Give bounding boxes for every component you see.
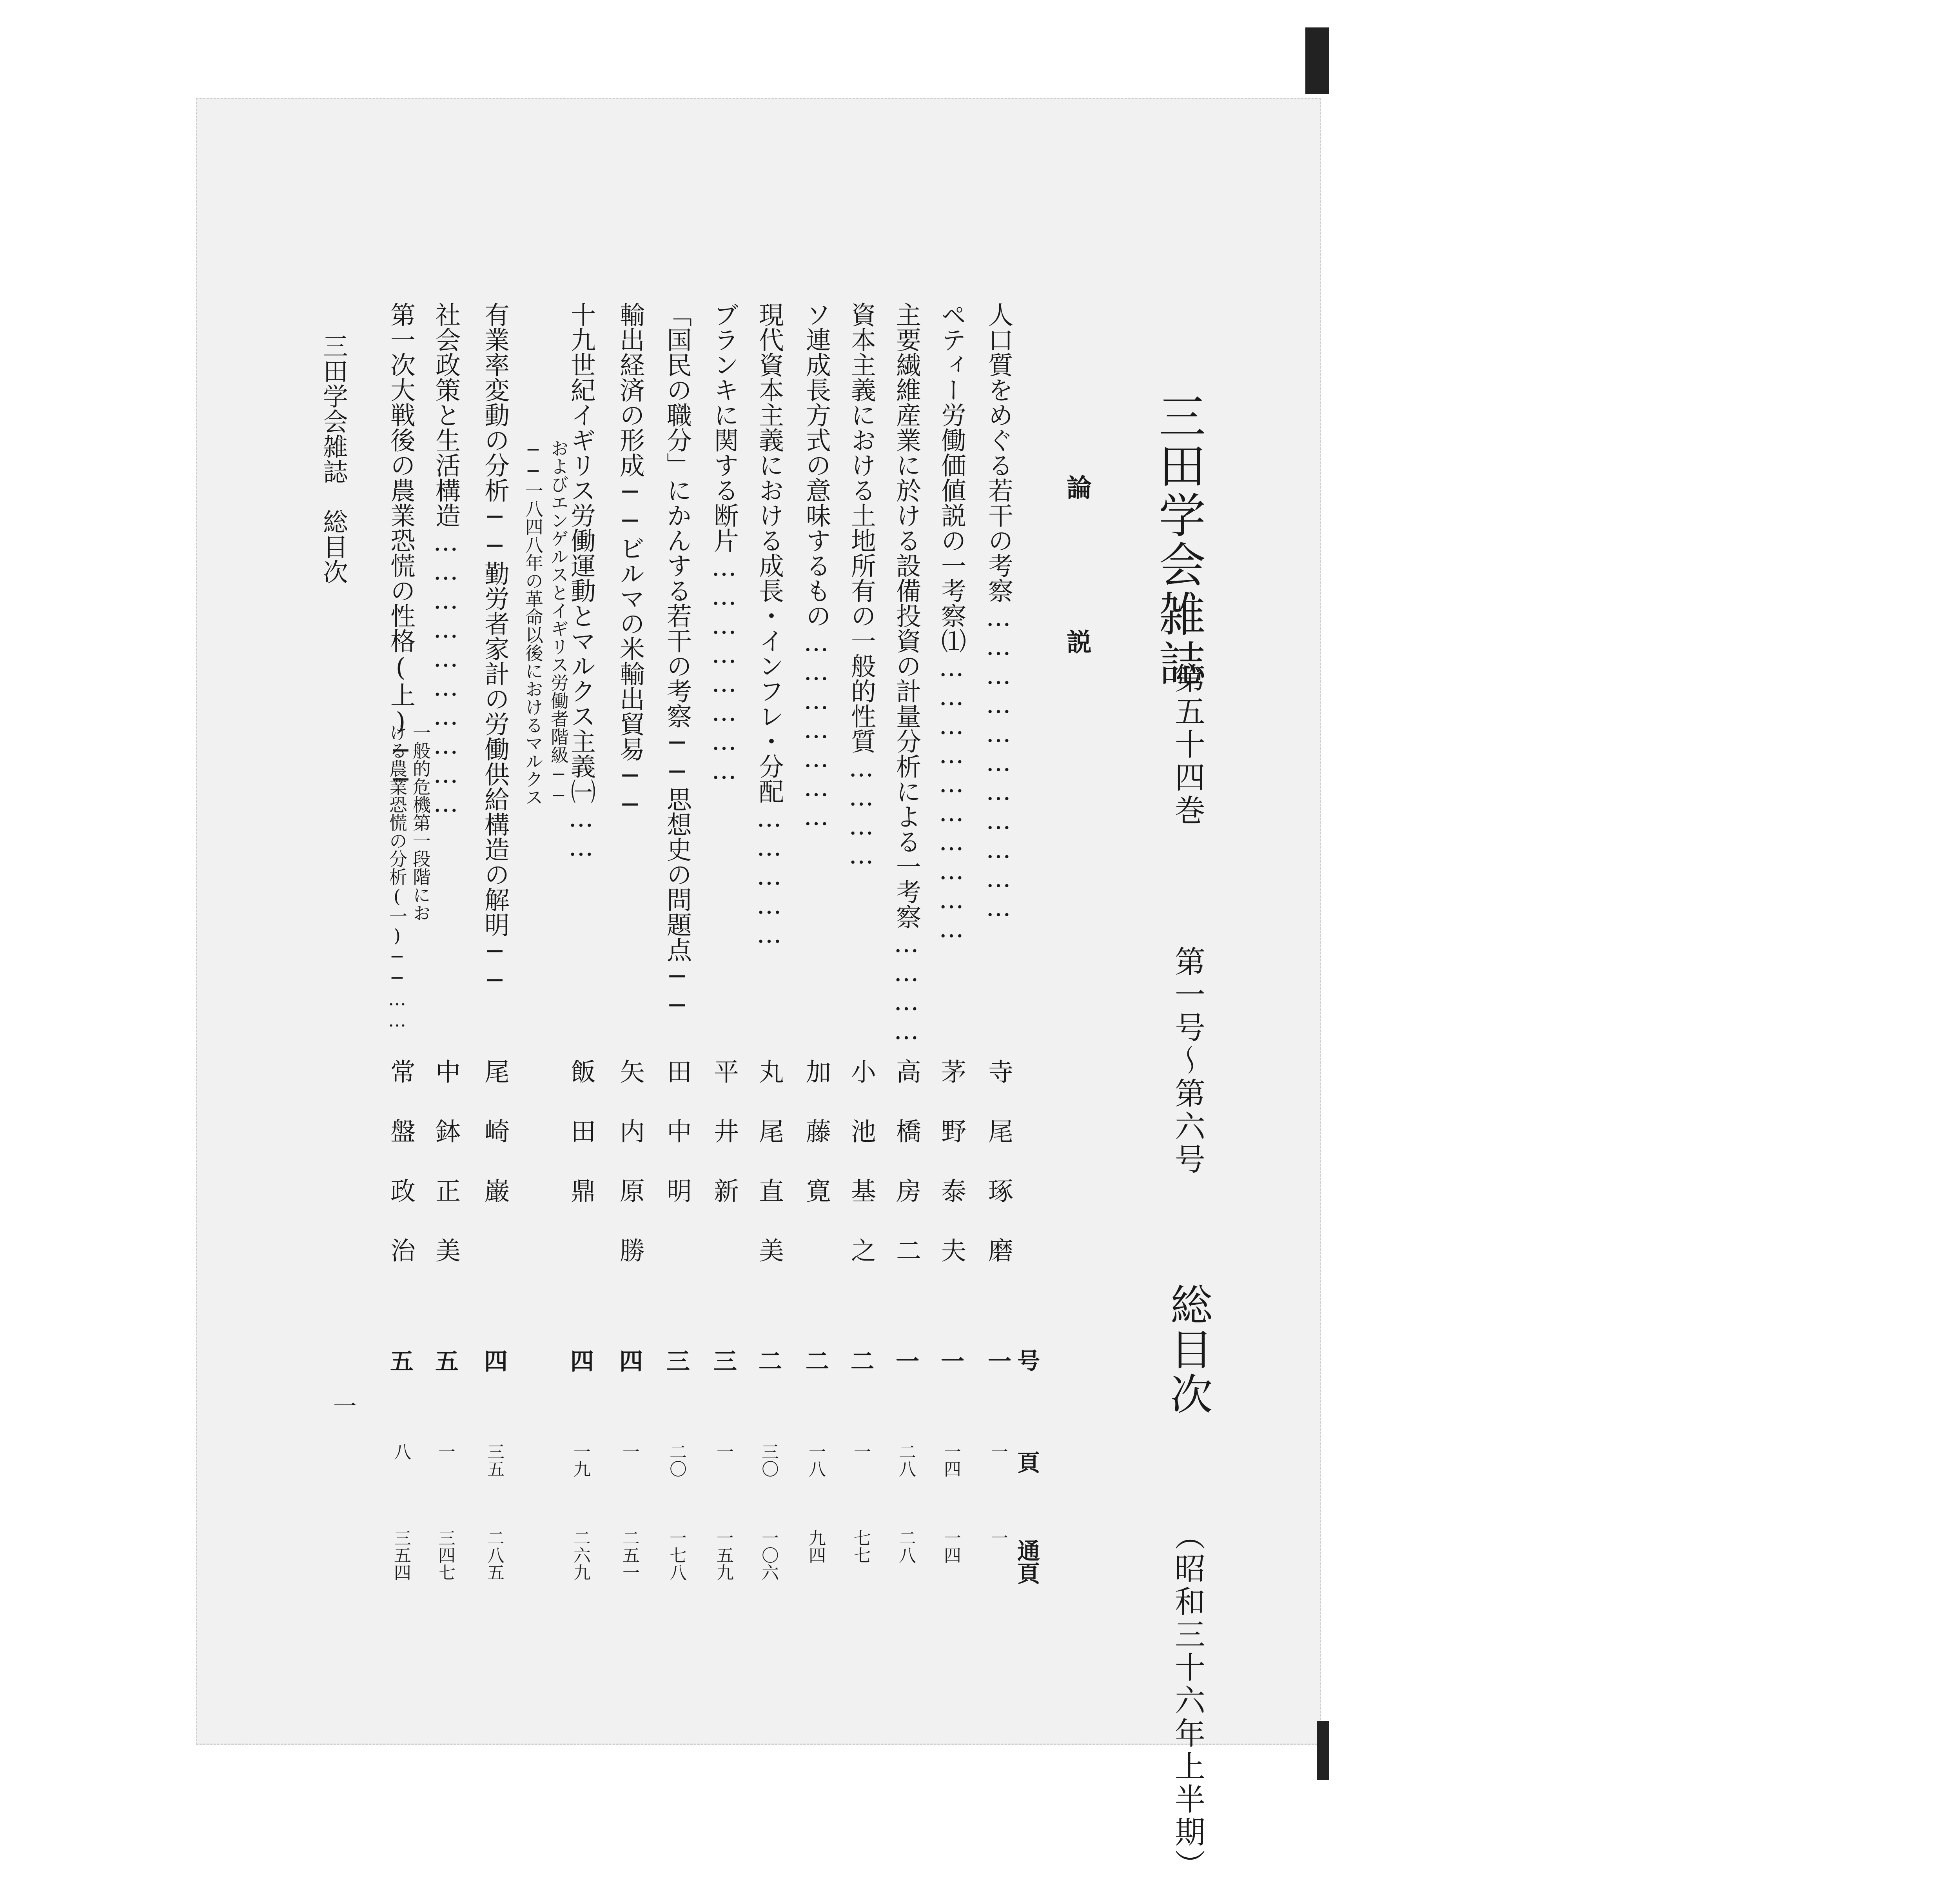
entry-total-page: 一四 (941, 1529, 961, 1564)
volume: 第五十四巻 (1170, 663, 1205, 827)
entry-author: 加藤寛 (802, 1059, 831, 1237)
issue-range: 第一号〜第六号 (1170, 946, 1205, 1176)
entry-page: 一 (619, 1443, 639, 1460)
volume-line (1163, 663, 1212, 1882)
entry-issue: 四 (480, 1349, 508, 1372)
entry-author: 小池基之 (847, 1059, 876, 1297)
entry-issue: 四 (615, 1349, 643, 1372)
entry-author: 田中明 (662, 1059, 691, 1237)
entry-issue: 一 (984, 1349, 1011, 1372)
issue-column-header: 号 (1013, 1349, 1040, 1372)
entry-author: 矢内原勝 (615, 1059, 644, 1297)
entry-total-page: 九四 (806, 1529, 826, 1564)
entry-title: 輸出経済の形成──ビルマの米輸出貿易── (615, 302, 644, 819)
entry-subtitle: ける農業恐慌の分析(一)──…… (387, 723, 408, 1031)
entry-title: 有業率変動の分析──勤労者家計の労働供給構造の解明── (480, 302, 509, 995)
page-column-header: 頁 (1013, 1451, 1040, 1473)
entry-page: 一四 (941, 1443, 961, 1477)
journal-title-line (1151, 392, 1205, 688)
entry-total-page: 二八五 (484, 1529, 504, 1581)
entry-author: 高橋房二 (892, 1059, 921, 1297)
entry-title: ブランキに関する断片…………………… (710, 302, 739, 785)
entry-issue: 五 (386, 1349, 414, 1372)
total-page-column-header: 通頁 (1013, 1539, 1040, 1584)
entry-issue: 一 (937, 1349, 964, 1372)
entry-issue: 二 (802, 1349, 829, 1372)
entry-total-page: 一五九 (713, 1529, 733, 1581)
page-number: 一 (329, 1394, 357, 1417)
entry-title: ソ連成長方式の意味するもの………………… (802, 302, 831, 831)
entry-title: 第一次大戦後の農業恐慌の性格(上)── (386, 302, 415, 794)
entry-page: 八 (391, 1443, 411, 1460)
entry-title: 「国民の職分」にかんする若干の考察──思想史の問題点── (662, 302, 691, 1020)
footer-title: 三田学会雑誌 総目次 (319, 333, 348, 584)
toc-label: 総目次 (1163, 1283, 1212, 1417)
entry-page: 三〇 (759, 1443, 779, 1477)
entry-author: 中鉢正美 (431, 1059, 460, 1297)
journal-title: 三田学会雑誌 (1151, 392, 1205, 688)
entry-subtitle: 一般的危機第一段階にお (410, 723, 431, 922)
entry-title: 主要繊維産業に於ける設備投資の計量分析による一考察………… (892, 302, 921, 1045)
entry-total-page: 一 (988, 1529, 1008, 1546)
entry-total-page: 二八 (896, 1529, 916, 1564)
entry-title: 資本主義における土地所有の一般的性質………… (847, 302, 876, 870)
entry-issue: 五 (431, 1349, 459, 1372)
entry-page: 一 (851, 1443, 871, 1460)
entry-author: 丸尾直美 (755, 1059, 784, 1297)
entry-author: 茅野泰夫 (937, 1059, 966, 1297)
entry-issue: 三 (662, 1349, 690, 1372)
entry-total-page: 一〇六 (759, 1529, 779, 1581)
entry-total-page: 三四七 (435, 1529, 455, 1581)
entry-issue: 二 (847, 1349, 874, 1372)
entry-title: 人口質をめぐる若干の考察…………………………… (984, 302, 1013, 922)
entry-page: 二八 (896, 1443, 916, 1477)
entry-author: 寺尾琢磨 (984, 1059, 1013, 1297)
entry-page: 一九 (570, 1443, 590, 1477)
entry-page: 一 (713, 1443, 733, 1460)
entry-total-page: 二六九 (570, 1529, 590, 1581)
entry-title: 社会政策と生活構造………………………… (431, 302, 460, 818)
entry-page: 一八 (806, 1443, 826, 1477)
entry-issue: 三 (710, 1349, 737, 1372)
entry-author: 尾崎巌 (480, 1059, 509, 1237)
entry-page: 二〇 (666, 1443, 686, 1477)
entry-subtitle: およびエンゲルスとイギリス労働者階級── (548, 439, 569, 806)
entry-title: 十九世紀イギリス労働運動とマルクス主義㈠…… (566, 302, 595, 862)
entry-subtitle: ──一八四八年の革命以後におけるマルクス (523, 439, 544, 806)
entry-page: 一 (435, 1443, 455, 1460)
entry-page: 三五 (484, 1443, 504, 1477)
entry-issue: 二 (755, 1349, 782, 1372)
entry-issue: 四 (566, 1349, 594, 1372)
entry-total-page: 三五四 (391, 1529, 411, 1581)
entry-total-page: 一七八 (666, 1529, 686, 1581)
entry-title: 現代資本主義における成長・インフレ・分配…………… (755, 302, 784, 949)
entry-total-page: 七七 (851, 1529, 871, 1564)
scan-edge-mark-bottom (1317, 1721, 1329, 1780)
entry-author: 常盤政治 (386, 1059, 415, 1297)
entry-issue: 一 (892, 1349, 919, 1372)
entry-total-page: 二五一 (619, 1529, 639, 1581)
entry-author: 平井新 (710, 1059, 739, 1237)
scan-edge-mark-top (1305, 27, 1329, 94)
period: （昭和三十六年上半期） (1170, 1520, 1205, 1882)
entry-author: 飯田鼎 (566, 1059, 595, 1237)
entry-title: ペティー労働価値説の一考察⑴………………………… (937, 302, 966, 943)
section-heading: 論説 (1062, 474, 1092, 783)
entry-page: 一 (988, 1443, 1008, 1460)
